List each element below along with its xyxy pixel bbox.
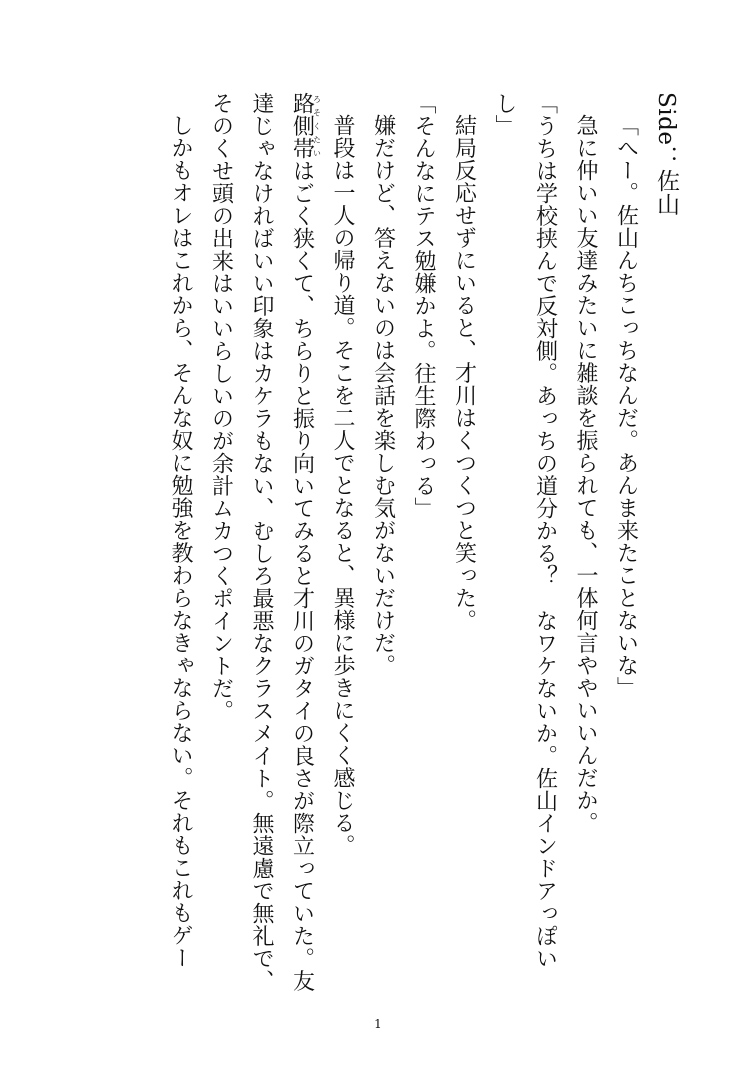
paragraph: 「へー。佐山んちこっちなんだ。あんま来たことないな」 xyxy=(613,114,639,699)
section-heading: Side：佐山 xyxy=(653,92,679,216)
page-number: 1 xyxy=(374,1017,382,1031)
paragraph: 普段は一人の帰り道。そこを二人でとなると、異様に歩きにくく感じる。 xyxy=(330,114,355,857)
paragraph: 結局反応せずにいると、才川はくつくつと笑った。 xyxy=(451,114,477,632)
paragraph: 「そんなにテス勉嫌かよ。往生際わっる」 xyxy=(411,92,436,520)
paragraph: しかもオレはこれから、そんな奴に勉強を教わらなきゃならない。それもこれもゲー xyxy=(168,114,193,969)
paragraph-text: はごく狭くて、ちらりと振り向いてみると才川のガタイの良さが際立っていた。友達じゃなければいい印象はカケラもない、むしろ最悪なクラスメイト。無遠慮で無礼で、そのくせ頭の出来はいいらしいのが余計ムカつくポイントだ。 xyxy=(208,92,315,992)
vertical-text-body xyxy=(160,92,687,992)
paragraph: 嫌だけど、答えないのは会話を楽しむ気がないだけだ。 xyxy=(370,114,396,677)
paragraph-with-ruby xyxy=(200,92,322,992)
paragraph: 急に仲いい友達みたいに雑談を振られても、一体何言ややいいんだか。 xyxy=(573,114,598,834)
paragraph: 「うちは学校挟んで反対側。あっちの道分かる？ なワケないか。佐山インドアっぽいし」 xyxy=(492,92,558,970)
ruby-word xyxy=(289,92,322,160)
ruby-reading: ろそくたい xyxy=(312,92,322,160)
ruby-base: 路側帯 xyxy=(289,92,315,160)
